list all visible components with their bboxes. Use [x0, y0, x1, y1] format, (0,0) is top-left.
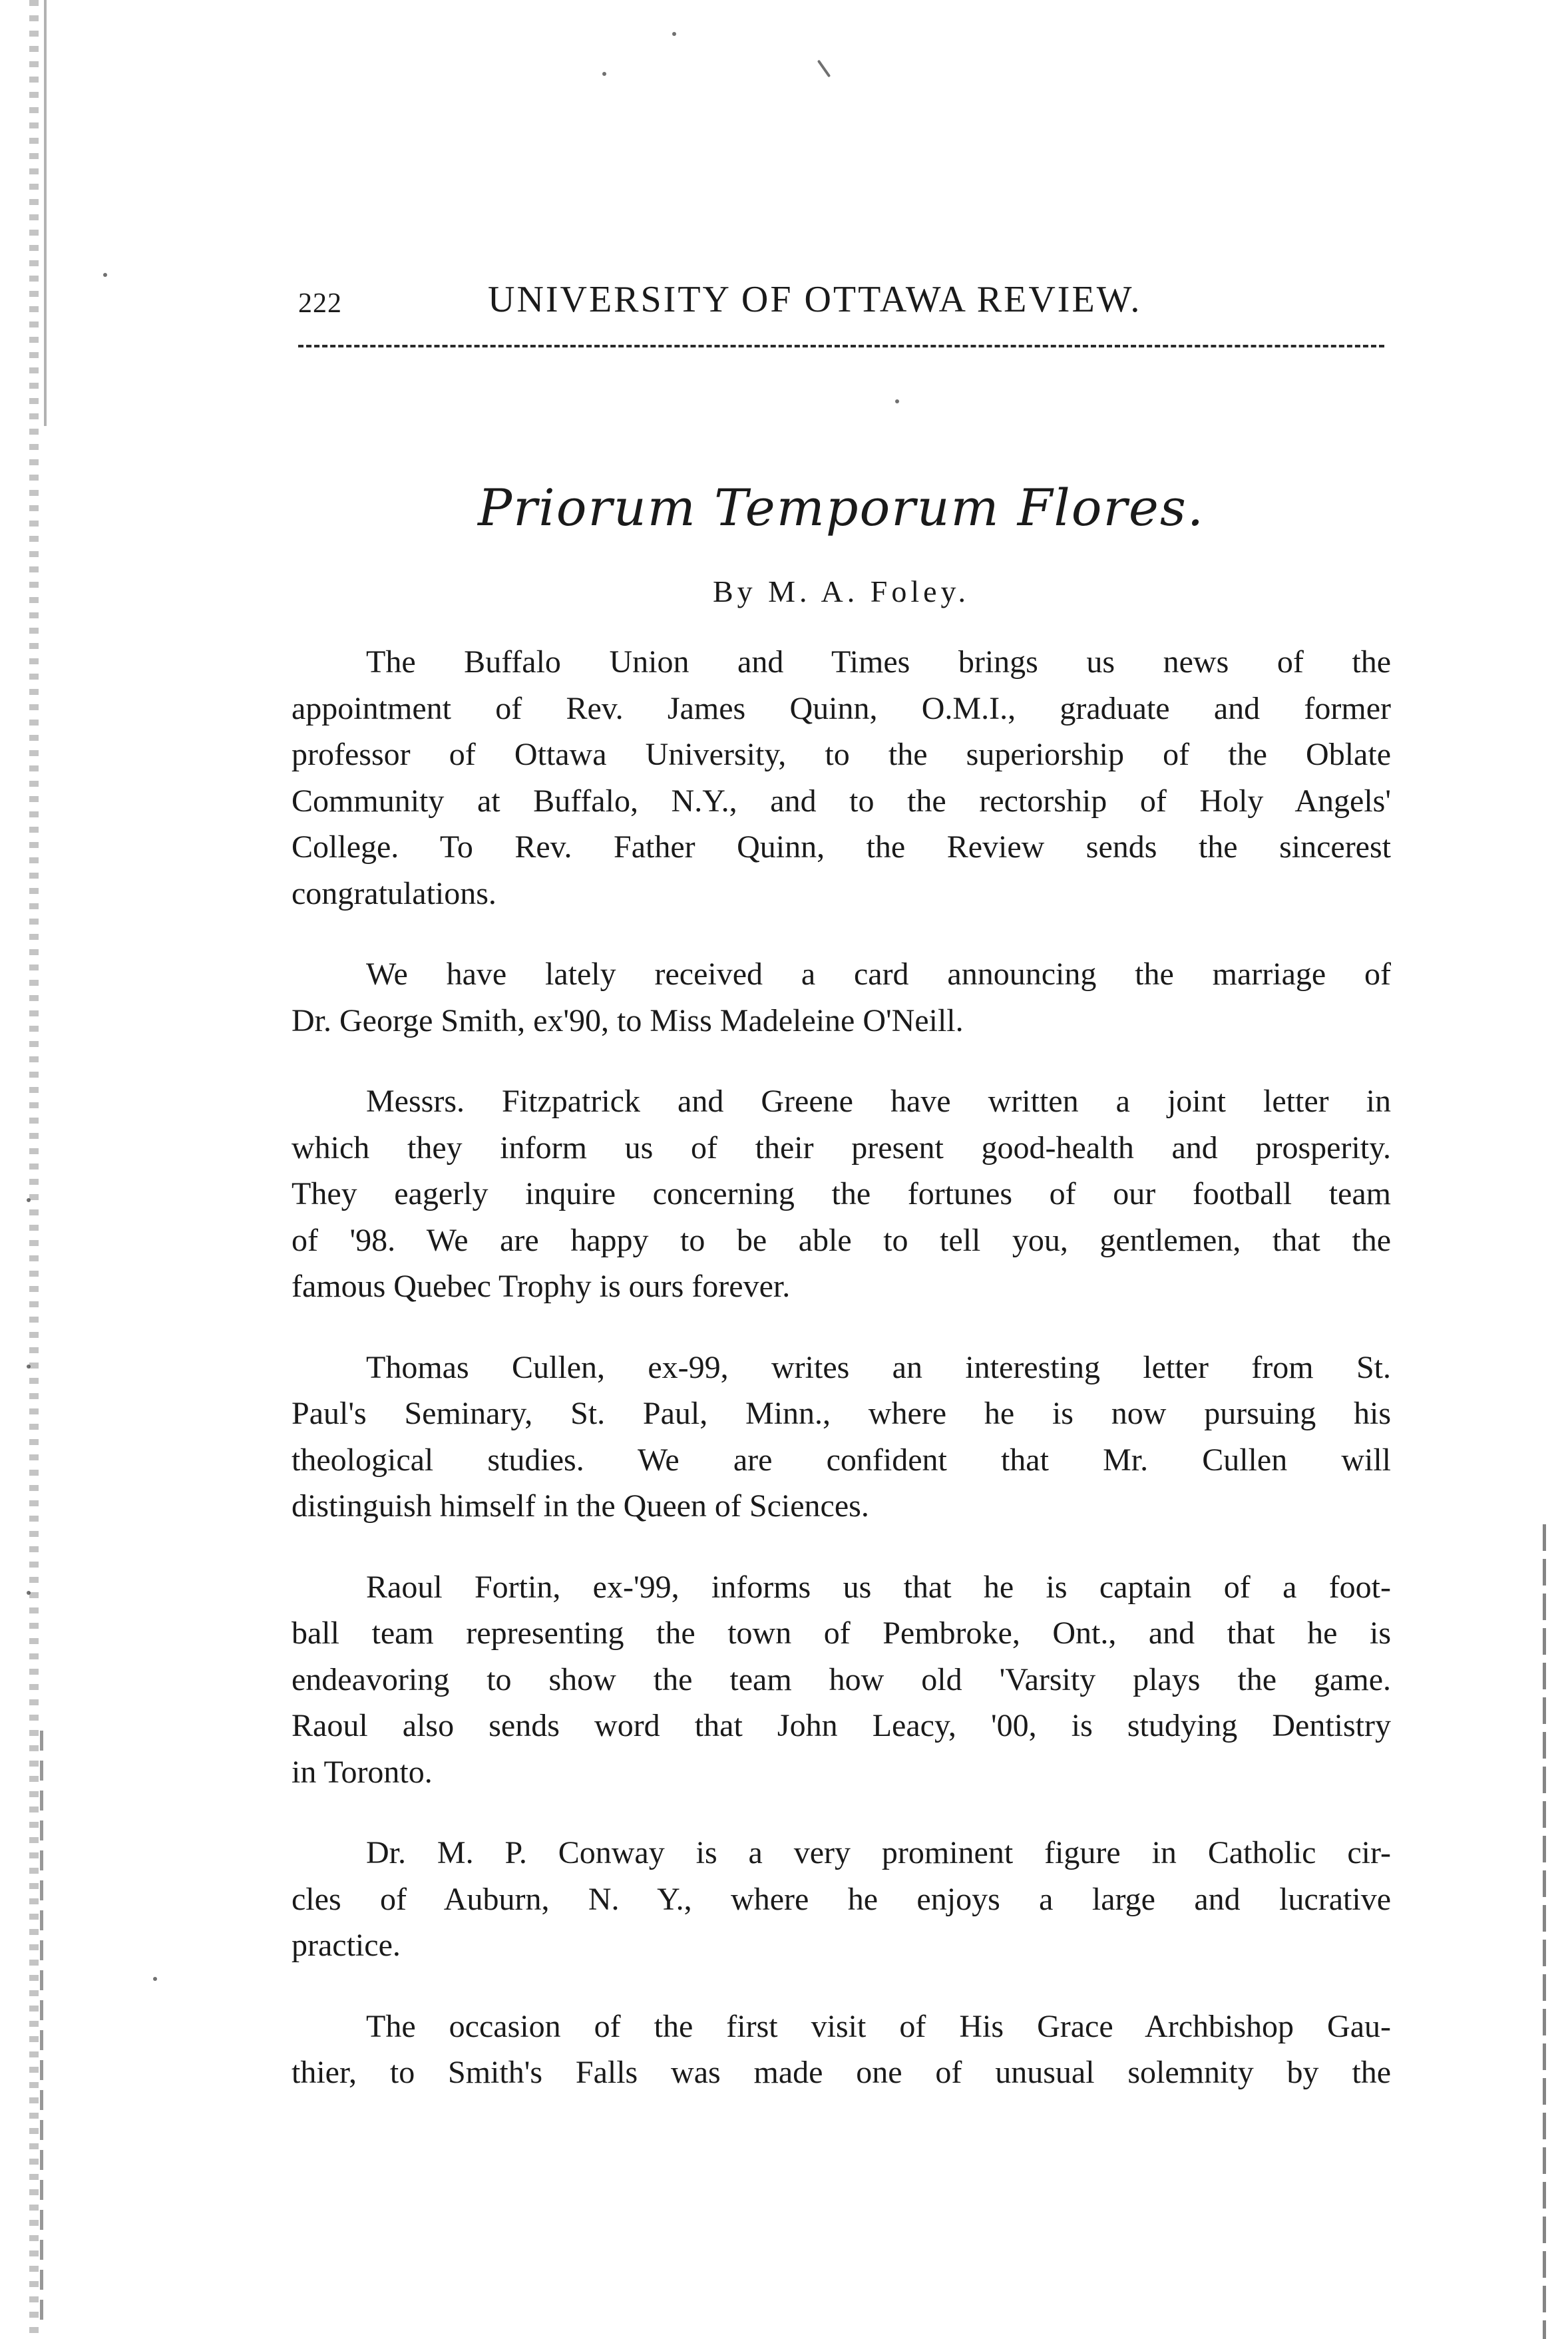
page-number: 222 — [298, 288, 342, 319]
text-line: in Toronto. — [292, 1754, 433, 1790]
paragraph — [292, 1345, 1391, 1530]
text-line: Dr. M. P. Conway is a very prominent figure in Catholic cir- — [366, 1835, 1391, 1870]
text-line: professor of Ottawa University, to the superiorship of the Oblate — [292, 737, 1391, 772]
running-head: UNIVERSITY OF OTTAWA REVIEW. — [488, 279, 1142, 320]
text-line: cles of Auburn, N. Y., where he enjoys a large and lucrative — [292, 1881, 1391, 1917]
header-rule — [298, 345, 1384, 347]
scan-speck — [27, 1365, 31, 1369]
paragraph — [292, 639, 1391, 917]
paragraph — [292, 1830, 1391, 1969]
scan-speck — [817, 60, 831, 78]
paragraph — [292, 2004, 1391, 2096]
scan-edge-left-mark — [44, 0, 47, 426]
scan-edge-right — [1543, 1524, 1546, 2339]
text-line: which they inform us of their present good-health and prosperity. — [292, 1130, 1391, 1166]
text-line: Raoul also sends word that John Leacy, '00, is studying Dentistry — [292, 1708, 1391, 1743]
scan-speck — [27, 1198, 31, 1202]
text-line: They eagerly inquire concerning the fortunes of our football team — [292, 1176, 1391, 1211]
text-line: Messrs. Fitzpatrick and Greene have written a joint letter in — [366, 1084, 1391, 1119]
text-line: Dr. George Smith, ex'90, to Miss Madeleine O'Neill. — [292, 1002, 964, 1038]
text-line: Paul's Seminary, St. Paul, Minn., where he is now pursuing his — [292, 1396, 1391, 1431]
scan-edge-left — [29, 0, 39, 2339]
scan-speck — [153, 1977, 157, 1981]
article-body — [292, 639, 1391, 2131]
paragraph — [292, 1564, 1391, 1796]
text-line: thier, to Smith's Falls was made one of unusual solemnity by the — [292, 2055, 1391, 2090]
text-line: congratulations. — [292, 875, 496, 911]
text-line: The occasion of the first visit of His Grace Archbishop Gau- — [366, 2008, 1391, 2044]
text-line: Thomas Cullen, ex-99, writes an interesting letter from St. — [366, 1349, 1391, 1385]
scan-speck — [895, 399, 899, 403]
scan-speck — [672, 32, 676, 36]
page-header — [298, 278, 1384, 331]
text-line: endeavoring to show the team how old 'Varsity plays the game. — [292, 1661, 1391, 1697]
scan-speck — [27, 1591, 31, 1595]
text-line: theological studies. We are confident that Mr. Cullen will — [292, 1442, 1391, 1478]
text-line: We have lately received a card announcing the marriage of — [366, 957, 1391, 992]
text-line: practice. — [292, 1928, 401, 1963]
scan-speck — [103, 273, 107, 277]
text-line: College. To Rev. Father Quinn, the Review sends the sincerest — [292, 829, 1391, 865]
text-line: Raoul Fortin, ex-'99, informs us that he is captain of a foot- — [366, 1569, 1391, 1605]
text-line: famous Quebec Trophy is ours forever. — [292, 1269, 791, 1304]
text-line: Community at Buffalo, N.Y., and to the rectorship of Holy Angels' — [292, 783, 1391, 819]
text-line: distinguish himself in the Queen of Sciences. — [292, 1488, 869, 1524]
article-title: Priorum Temporum Flores. — [477, 478, 1205, 537]
article-byline: By M. A. Foley. — [712, 574, 970, 608]
paragraph — [292, 951, 1391, 1044]
scan-edge-left-lower — [40, 1731, 43, 2330]
text-line: The Buffalo Union and Times brings us news of the — [366, 644, 1391, 680]
paragraph — [292, 1078, 1391, 1310]
text-line: ball team representing the town of Pembroke, Ont., and that he is — [292, 1615, 1391, 1651]
text-line: appointment of Rev. James Quinn, O.M.I., graduate and former — [292, 690, 1391, 726]
scan-speck — [602, 72, 606, 76]
text-line: of '98. We are happy to be able to tell you, gentlemen, that the — [292, 1222, 1391, 1258]
